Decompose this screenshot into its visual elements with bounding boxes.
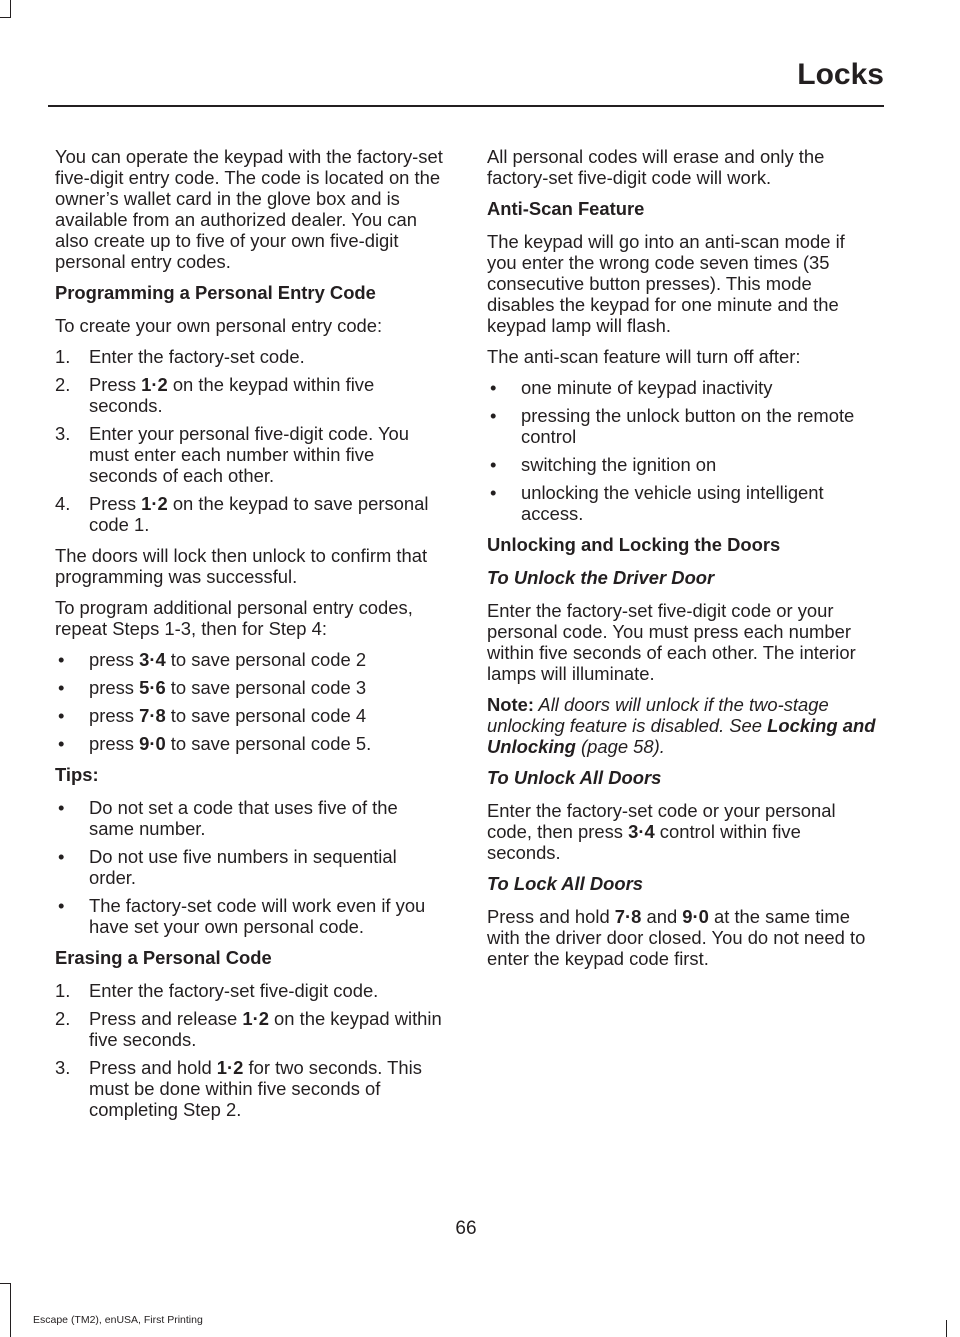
unlock-all-heading: To Unlock All Doors (487, 767, 662, 788)
antiscan-heading: Anti-Scan Feature (487, 198, 645, 219)
bullet: • (58, 705, 65, 726)
crop-mark-top-left-v (10, 0, 11, 17)
keypad-code: 1·2 (141, 493, 168, 514)
crop-mark-bottom-left-h (0, 1283, 11, 1284)
bullet: • (58, 846, 65, 867)
page-title: Locks (797, 58, 884, 91)
list-item: • The factory-set code will work even if you have set your own personal code. (58, 895, 426, 937)
step-item: 2. Press and release 1·2 on the keypad within five seconds. (55, 1008, 442, 1050)
keypad-code: 3·4 (628, 821, 655, 842)
lock-all-heading: To Lock All Doors (487, 873, 643, 894)
list-item: • press 9·0 to save personal code 5. (58, 733, 372, 754)
bullet: • (490, 377, 497, 398)
bullet: • (490, 482, 497, 503)
list-item: • press 3·4 to save personal code 2 (58, 649, 367, 670)
crop-mark-top-left-h (0, 17, 11, 18)
lock-all-body: Press and hold 7·8 and 9·0 at the same time with the driver door closed. You do not need to enter the keypad code first. (487, 906, 866, 969)
programming-steps (55, 346, 447, 535)
edition-footer: Escape (TM2), enUSA, First Printing (33, 1314, 203, 1326)
bullet: • (490, 454, 497, 475)
list-item: • press 7·8 to save personal code 4 (58, 705, 367, 726)
step-item: 4. Press 1·2 on the keypad to save personal code 1. (55, 493, 429, 535)
antiscan-lead: The anti-scan feature will turn off after: (487, 346, 801, 367)
bullet: • (58, 649, 65, 670)
page-number: 66 (455, 1218, 477, 1239)
keypad-code: 3·4 (139, 649, 166, 670)
keypad-code: 9·0 (139, 733, 166, 754)
step-item: 3. Press and hold 1·2 for two seconds. This must be done within five seconds of completing Step 2. (55, 1057, 422, 1120)
unlock-driver-body: Enter the factory-set five-digit code or your personal code. You must press each number within five seconds of each other. The interior lamps will illuminate. (487, 600, 856, 684)
left-column (55, 146, 447, 1130)
right-column (487, 146, 879, 979)
erasing-heading: Erasing a Personal Code (55, 947, 272, 968)
list-item: • Do not set a code that uses five of the same number. (58, 797, 398, 839)
list-item: • one minute of keypad inactivity (490, 377, 773, 398)
keypad-code: 7·8 (614, 906, 642, 927)
unlock-all-body: Enter the factory-set code or your personal code, then press 3·4 control within five seconds. (487, 800, 836, 863)
save-code-list (55, 649, 447, 754)
confirm-paragraph: The doors will lock then unlock to confirm that programming was successful. (55, 545, 428, 587)
locking-unlocking-link[interactable]: Locking and Unlocking (487, 715, 876, 757)
tips-heading: Tips: (55, 764, 99, 785)
list-item: • Do not use five numbers in sequential order. (58, 846, 397, 888)
additional-paragraph: To program additional personal entry codes, repeat Steps 1-3, then for Step 4: (55, 597, 413, 639)
crop-mark-bottom-left-v (10, 1283, 11, 1337)
antiscan-body: The keypad will go into an anti-scan mode if you enter the wrong code seven times (35 consecutive button presses). This mode disables the keypad for one minute and the keypad lamp will flash. (487, 231, 845, 336)
keypad-code: 1·2 (242, 1008, 269, 1029)
list-item: • press 5·6 to save personal code 3 (58, 677, 367, 698)
unlocking-heading: Unlocking and Locking the Doors (487, 534, 781, 555)
header-rule (48, 105, 884, 107)
note-label: Note: (487, 694, 534, 715)
programming-lead: To create your own personal entry code: (55, 315, 383, 336)
step-item: 2. Press 1·2 on the keypad within five seconds. (55, 374, 375, 416)
unlock-note: Note: All doors will unlock if the two-stage unlocking feature is disabled. See Locking and Unlocking (page 58). (487, 694, 876, 757)
list-item: • pressing the unlock button on the remote control (490, 405, 855, 447)
keypad-code: 1·2 (141, 374, 168, 395)
keypad-code: 7·8 (139, 705, 166, 726)
step-item: 1. Enter the factory-set code. (55, 346, 305, 367)
bullet: • (58, 677, 65, 698)
step-item: 1. Enter the factory-set five-digit code. (55, 980, 379, 1001)
step-item: 3. Enter your personal five-digit code. You must enter each number within five seconds of each other. (55, 423, 409, 486)
list-item: • unlocking the vehicle using intelligent access. (490, 482, 824, 524)
unlock-driver-heading: To Unlock the Driver Door (487, 567, 715, 588)
bullet: • (58, 797, 65, 818)
crop-mark-bottom-right-v (946, 1320, 947, 1337)
antiscan-list (487, 377, 879, 524)
programming-heading: Programming a Personal Entry Code (55, 282, 376, 303)
keypad-code: 1·2 (216, 1057, 244, 1078)
keypad-code: 9·0 (682, 906, 709, 927)
keypad-code: 5·6 (139, 677, 166, 698)
bullet: • (490, 405, 497, 426)
intro-paragraph: You can operate the keypad with the factory-set five-digit entry code. The code is located on the owner’s wallet card in the glove box and is available from an authorized dealer. You can also create up to five of your own five-digit personal entry codes. (55, 146, 443, 272)
list-item: • switching the ignition on (490, 454, 717, 475)
erase-result-paragraph: All personal codes will erase and only the factory-set five-digit code will work. (487, 146, 825, 188)
bullet: • (58, 895, 65, 916)
tips-list (55, 797, 447, 937)
erasing-steps (55, 980, 447, 1120)
bullet: • (58, 733, 65, 754)
